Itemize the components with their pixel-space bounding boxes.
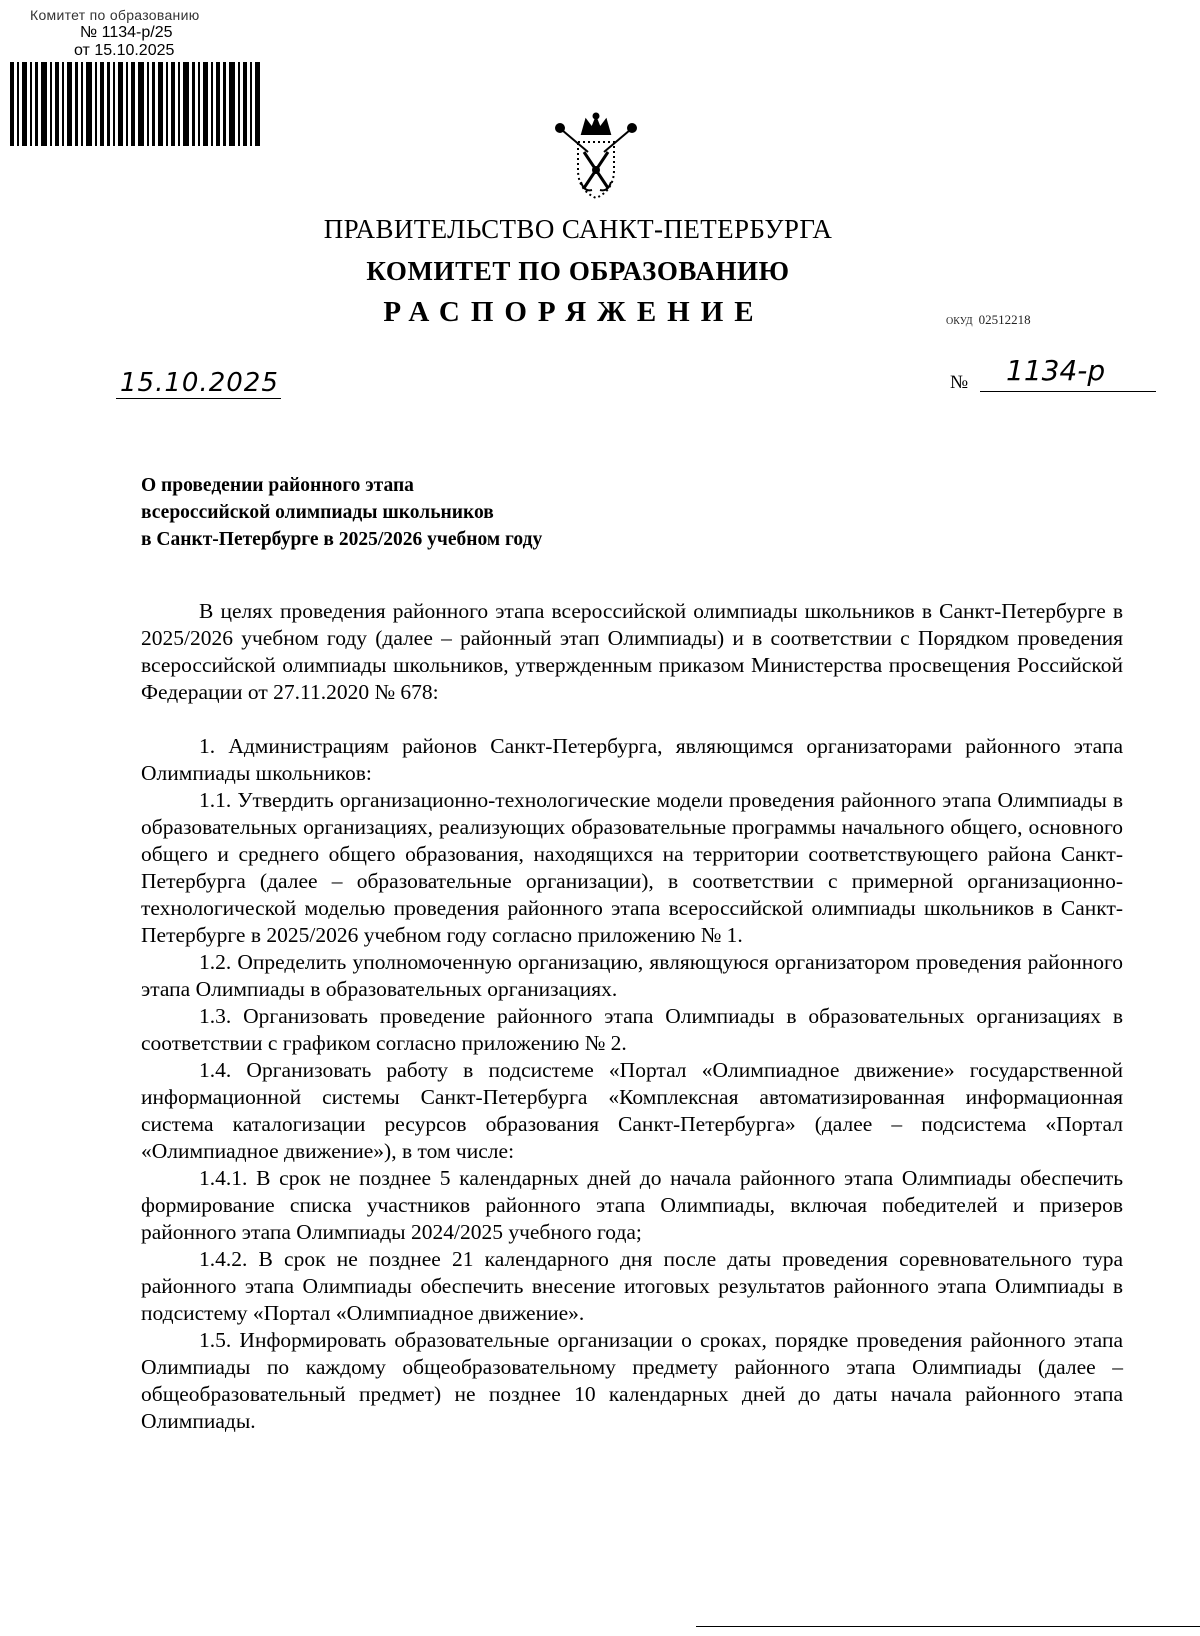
document-type-heading: РАСПОРЯЖЕНИЕ — [383, 296, 765, 328]
okud-code — [946, 312, 1031, 328]
barcode-icon — [8, 62, 264, 146]
document-title — [141, 472, 542, 553]
stamp-organization: Комитет по образованию — [30, 7, 200, 23]
title-line: всероссийской олимпиады школьников — [141, 502, 494, 523]
okud-value: 02512218 — [978, 312, 1031, 327]
clause-1: 1. Администрациям районов Санкт-Петербурга, являющимся организаторами районного этапа Олимпиады школьников: — [141, 734, 1123, 785]
okud-label: ОКУД — [946, 316, 973, 327]
clause-1-2: 1.2. Определить уполномоченную организацию, являющуюся организатором проведения районного этапа Олимпиады в образовательных организациях. — [141, 950, 1123, 1001]
clause-1-3: 1.3. Организовать проведение районного этапа Олимпиады в образовательных организациях в соответствии с графиком согласно приложению № 2. — [141, 1004, 1123, 1055]
clause-1-4: 1.4. Организовать работу в подсистеме «Портал «Олимпиадное движение» государственной информационной системы Санкт-Петербурга «Комплексная автоматизированная информационная система каталогизации ресурсов образования Санкт-Петербурга» (далее – подсистема «Портал «Олимпиадное движение»), в том числе: — [141, 1058, 1123, 1163]
government-heading: ПРАВИТЕЛЬСТВО САНКТ-ПЕТЕРБУРГА — [323, 214, 833, 244]
clause-1-5: 1.5. Информировать образовательные организации о сроках, порядке проведения районного этапа Олимпиады по каждому общеобразовательному предмету районного этапа Олимпиады (далее – общеобразовательный предмет) не позднее 10 календарных дней до даты начала районного этапа Олимпиады. — [141, 1328, 1123, 1433]
title-line: О проведении районного этапа — [141, 475, 414, 496]
committee-heading: КОМИТЕТ ПО ОБРАЗОВАНИЮ — [366, 256, 790, 286]
number-underline — [980, 391, 1156, 392]
clause-1-1: 1.1. Утвердить организационно-технологические модели проведения районного этапа Олимпиады в образовательных организациях, реализующих образовательные программы начального общего, основного общего и среднего общего образования, находящихся на территории соответствующего района Санкт-Петербурга (далее – образовательные организации), в соответствии с примерной организационно-технологической моделью проведения районного этапа всероссийской олимпиады школьников в Санкт-Петербурге в 2025/2026 учебном году согласно приложению № 1. — [141, 788, 1123, 947]
preamble-paragraph: В целях проведения районного этапа всероссийской олимпиады школьников в Санкт-Петербурге в 2025/2026 учебном году (далее – районный этап Олимпиады) и в соответствии с Порядком проведения всероссийской олимпиады школьников, утвержденным приказом Министерства просвещения Российской Федерации от 27.11.2020 № 678: — [141, 599, 1123, 704]
document-body — [141, 598, 1123, 1435]
clause-1-4-1: 1.4.1. В срок не позднее 5 календарных дней до начала районного этапа Олимпиады обеспечить формирование списка участников районного этапа Олимпиады, включая победителей и призеров районного этапа Олимпиады 2024/2025 учебного года; — [141, 1166, 1123, 1244]
handwritten-date: 15.10.2025 — [116, 368, 281, 399]
title-line: в Санкт-Петербурге в 2025/2026 учебном году — [141, 529, 543, 550]
footer-divider — [696, 1626, 1200, 1627]
handwritten-number: 1134-р — [1006, 354, 1106, 387]
coat-of-arms-icon — [548, 112, 644, 208]
stamp-number: № 1134-р/25 — [80, 24, 173, 41]
clause-1-4-2: 1.4.2. В срок не позднее 21 календарного дня после даты проведения соревновательного тура районного этапа Олимпиады обеспечить внесение итоговых результатов районного этапа Олимпиады в подсистему «Портал «Олимпиадное движение». — [141, 1247, 1123, 1325]
stamp-date: от 15.10.2025 — [74, 42, 175, 59]
number-sign: № — [950, 372, 969, 393]
